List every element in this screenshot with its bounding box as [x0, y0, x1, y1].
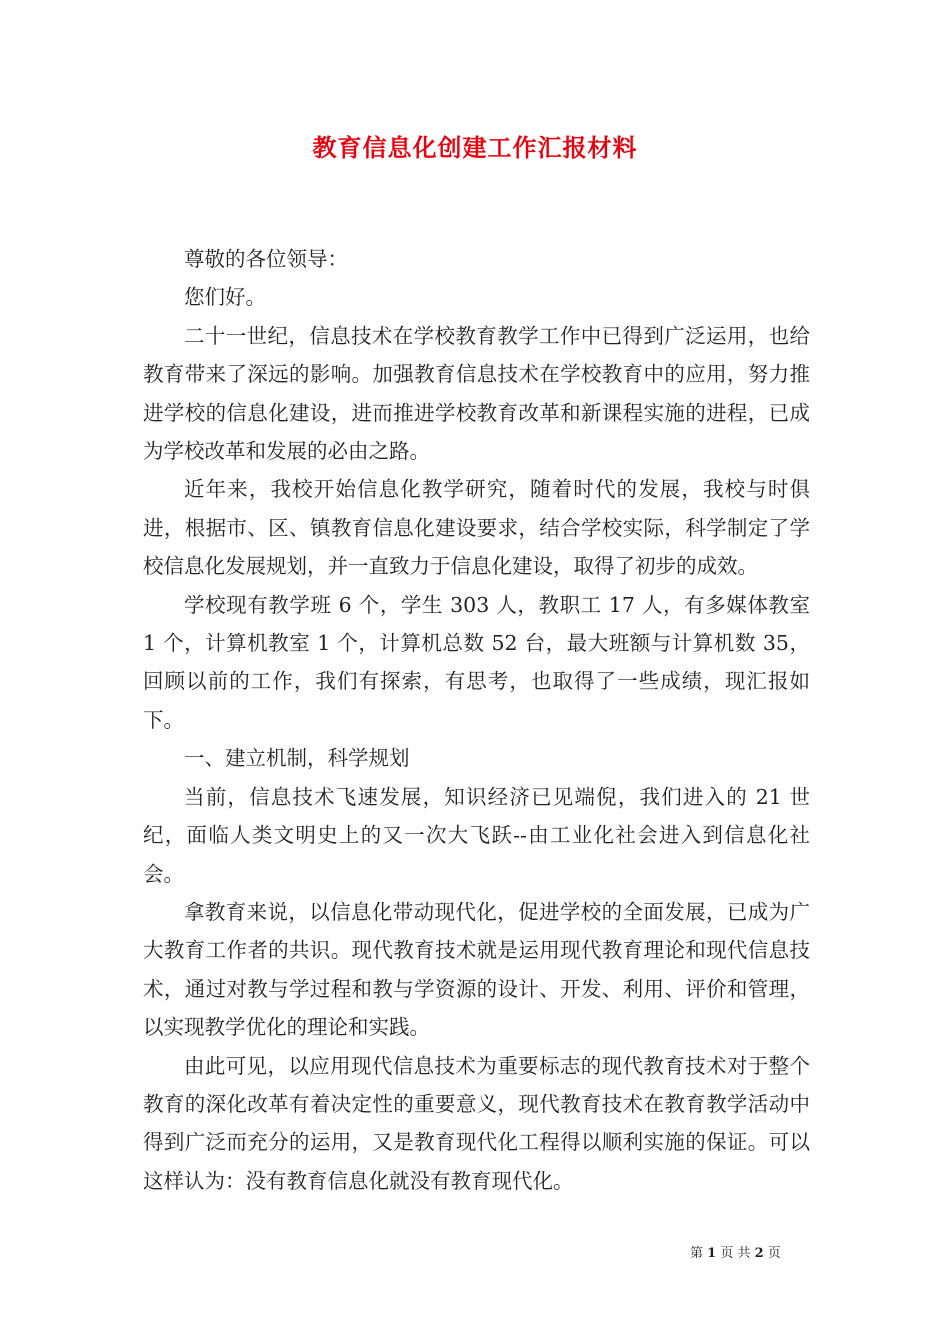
greeting: 您们好。 — [184, 285, 266, 310]
document-title: 教育信息化创建工作汇报材料 — [312, 133, 638, 162]
paragraph-conclusion: 由此可见，以应用现代信息技术为重要标志的现代教育技术对于整个教育的深化改革有着决定性的重要意义，现代教育技术在教育教学活动中得到广泛而充分的运用，又是教育现代化工程得以顺利实施的保证。可以这样认为：没有教育信息化就没有教育现代化。 — [143, 1053, 810, 1193]
footer-total-pages: 2 — [754, 1246, 764, 1261]
paragraph-current-tech: 当前，信息技术飞速发展，知识经济已见端倪，我们进入的 21 世纪，面临人类文明史上的又一次大飞跃--由工业化社会进入到信息化社会。 — [143, 784, 810, 886]
page-footer — [690, 1244, 830, 1264]
footer-suffix: 页 — [767, 1246, 781, 1261]
paragraph-intro: 二十一世纪，信息技术在学校教育教学工作中已得到广泛运用，也给教育带来了深远的影响。加强教育信息技术在学校教育中的应用，努力推进学校的信息化建设，进而推进学校教育改革和新课程实施的进程，已成为学校改革和发展的必由之路。 — [143, 323, 810, 464]
footer-current-page: 1 — [707, 1246, 717, 1261]
document-body — [143, 240, 810, 1200]
salutation: 尊敬的各位领导： — [184, 247, 348, 271]
paragraph-education-modernization: 拿教育来说，以信息化带动现代化，促进学校的全面发展，已成为广大教育工作者的共识。现代教育技术就是运用现代教育理论和现代信息技术，通过对教与学过程和教与学资源的设计、开发、利用、评价和管理，以实现教学优化的理论和实践。 — [143, 899, 810, 1040]
footer-middle: 页 共 — [720, 1246, 751, 1261]
section-heading-1: 一、建立机制，科学规划 — [184, 746, 410, 771]
paragraph-recent-years: 近年来，我校开始信息化教学研究，随着时代的发展，我校与时俱进，根据市、区、镇教育信息化建设要求，结合学校实际，科学制定了学校信息化发展规划，并一直致力于信息化建设，取得了初步的成效。 — [143, 477, 810, 579]
paragraph-school-stats: 学校现有教学班 6 个，学生 303 人，教职工 17 人，有多媒体教室 1 个，计算机教室 1 个，计算机总数 52 台，最大班额与计算机数 35，回顾以前的工作，我们有探索，有思考，也取得了一些成绩，现汇报如下。 — [143, 592, 810, 732]
footer-prefix: 第 — [690, 1246, 704, 1261]
